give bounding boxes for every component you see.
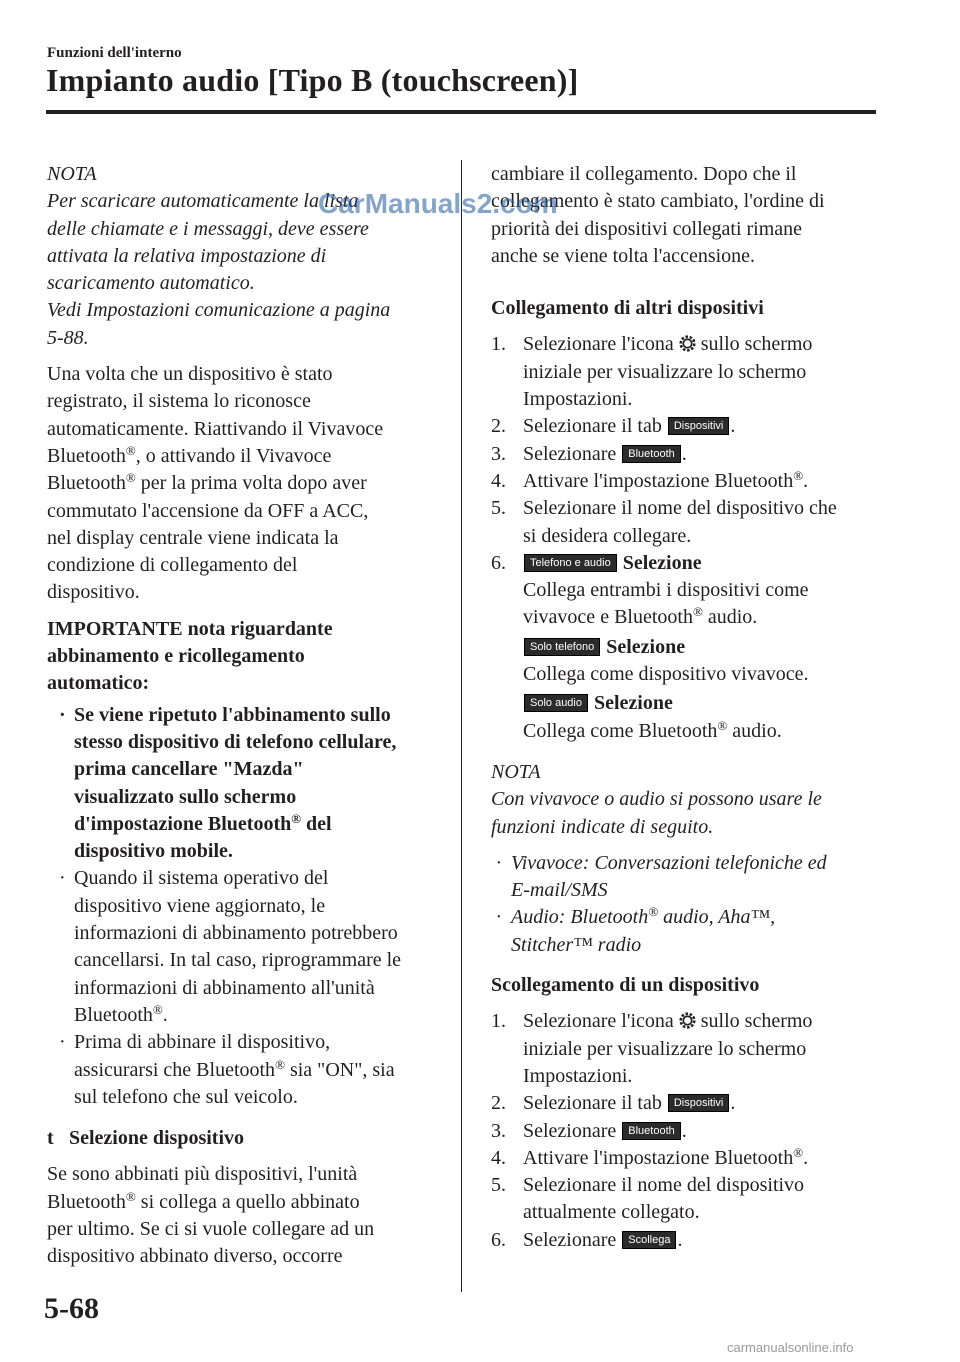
bluetooth-button: Bluetooth [622,1122,680,1140]
paragraph-recognition [47,361,442,607]
section-marker-icon: t [47,1127,54,1150]
bluetooth-button: Bluetooth [622,445,680,463]
step-4: 4. Attivare l'impostazione Bluetooth®. [491,467,809,492]
step-5: 5. Selezionare il nome del dispositivo attualmente collegato. [491,1174,805,1224]
section-heading-altri: Collegamento di altri dispositivi [491,297,764,320]
text-line: Bluetooth®, o attivando il Vivavoce [47,442,332,467]
title-rule [46,110,876,114]
gear-icon [679,335,696,352]
dispositivi-tab-button: Dispositivi [668,1094,730,1112]
text-line: commutato l'accensione da OFF a ACC, [47,499,369,522]
nota-line: Vedi Impostazioni comunicazione a pagina [47,299,391,322]
nota-line: delle chiamate e i messaggi, deve essere [47,217,369,240]
text-line: Bluetooth® per la prima volta dopo aver [47,470,367,495]
bullet-item: · Se viene ripetuto l'abbinamento sullo stesso dispositivo di telefono cellulare, prima cancellare "Mazda" visualizzato sullo schermo d'impostazione Bluetooth® del dispositivo mobile. [59,703,397,863]
important-heading: IMPORTANTE nota riguardante abbinamento e ricollegamento automatico: [47,617,333,695]
nota-line: 5-88. [47,326,89,349]
step-1: 1. Selezionare l'icona sullo schermo iniziale per visualizzare lo schermo Impostazioni. [491,333,813,411]
nota-label: NOTA [491,760,541,783]
step-3: 3. Selezionare Bluetooth . [491,442,687,465]
bullet-item: · Audio: Bluetooth® audio, Aha™, Stitcher™ radio [496,904,776,956]
step-1: 1. Selezionare l'icona sullo schermo iniziale per visualizzare lo schermo Impostazioni. [491,1010,813,1087]
bullet-item: · Quando il sistema operativo del dispositivo viene aggiornato, le informazioni di abbinamento potrebbero cancellarsi. In tal caso, riprogrammare le informazioni di abbinamento all'unità Bluetooth®. [59,867,402,1026]
column-divider [461,160,462,1292]
paragraph-selezione: Se sono abbinati più dispositivi, l'unità Bluetooth® si collega a quello abbinato per ultimo. Se ci si vuole collegare ad un dispositivo abbinato diverso, occorre [47,1163,375,1268]
site-footer: carmanualsonline.info [727,1340,854,1355]
scollega-button: Scollega [622,1231,676,1249]
bullet-item: · Vivavoce: Conversazioni telefoniche ed E-mail/SMS [496,851,827,902]
page-number: 5-68 [44,1292,99,1325]
solo-audio-button: Solo audio [524,694,588,712]
nota-line: scaricamento automatico. [47,272,255,295]
right-column [491,161,881,1254]
text-line: automaticamente. Riattivando il Vivavoce [47,417,384,440]
gear-icon [679,1012,696,1029]
paragraph-continued: cambiare il collegamento. Dopo che il collegamento è stato cambiato, l'ordine di priorità dei dispositivi collegati rimane anche se viene tolta l'accensione. [491,163,825,267]
step-3: 3. Selezionare Bluetooth . [491,1119,687,1142]
text-line: dispositivo. [47,581,140,604]
nota-line: attivata la relativa impostazione di [47,244,327,267]
telefono-e-audio-button: Telefono e audio [524,554,617,572]
left-column [47,161,442,1271]
watermark: CarManuals2.com [318,188,558,219]
step-6: 6. Telefono e audio Selezione Collega entrambi i dispositivi come vivavoce e Bluetooth® audio. Solo telefono Selezione Collega come dispositivo vivavoce. Solo audio Selezione Collega come Bluetooth® audio. [491,551,809,742]
text-line: Una volta che un dispositivo è stato [47,363,333,386]
text-line: condizione di collegamento del [47,554,298,577]
section-label: Funzioni dell'interno [47,45,182,61]
step-5: 5. Selezionare il nome del dispositivo che si desidera collegare. [491,497,837,547]
nota-label: NOTA [47,163,97,185]
bullet-item: · Prima di abbinare il dispositivo, assicurarsi che Bluetooth® sia "ON", sia sul telefono che sul veicolo. [59,1031,395,1108]
step-4: 4. Attivare l'impostazione Bluetooth®. [491,1144,809,1169]
step-2: 2. Selezionare il tab Dispositivi . [491,1092,736,1115]
section-heading-selezione: t Selezione dispositivo [47,1125,442,1152]
nota-box-right: NOTA Con vivavoce o audio si possono usare le funzioni indicate di seguito. [491,759,881,841]
step-6: 6. Selezionare Scollega . [491,1228,683,1251]
dispositivi-tab-button: Dispositivi [668,417,730,435]
section-heading-scollegamento: Scollegamento di un dispositivo [491,974,760,997]
text-line: registrato, il sistema lo riconosce [47,390,311,413]
page-title: Impianto audio [Tipo B (touchscreen)] [46,62,579,98]
text-line: nel display centrale viene indicata la [47,526,339,549]
solo-telefono-button: Solo telefono [524,638,600,656]
nota-line: Per scaricare automaticamente la lista [47,190,359,213]
step-2: 2. Selezionare il tab Dispositivi . [491,415,736,438]
